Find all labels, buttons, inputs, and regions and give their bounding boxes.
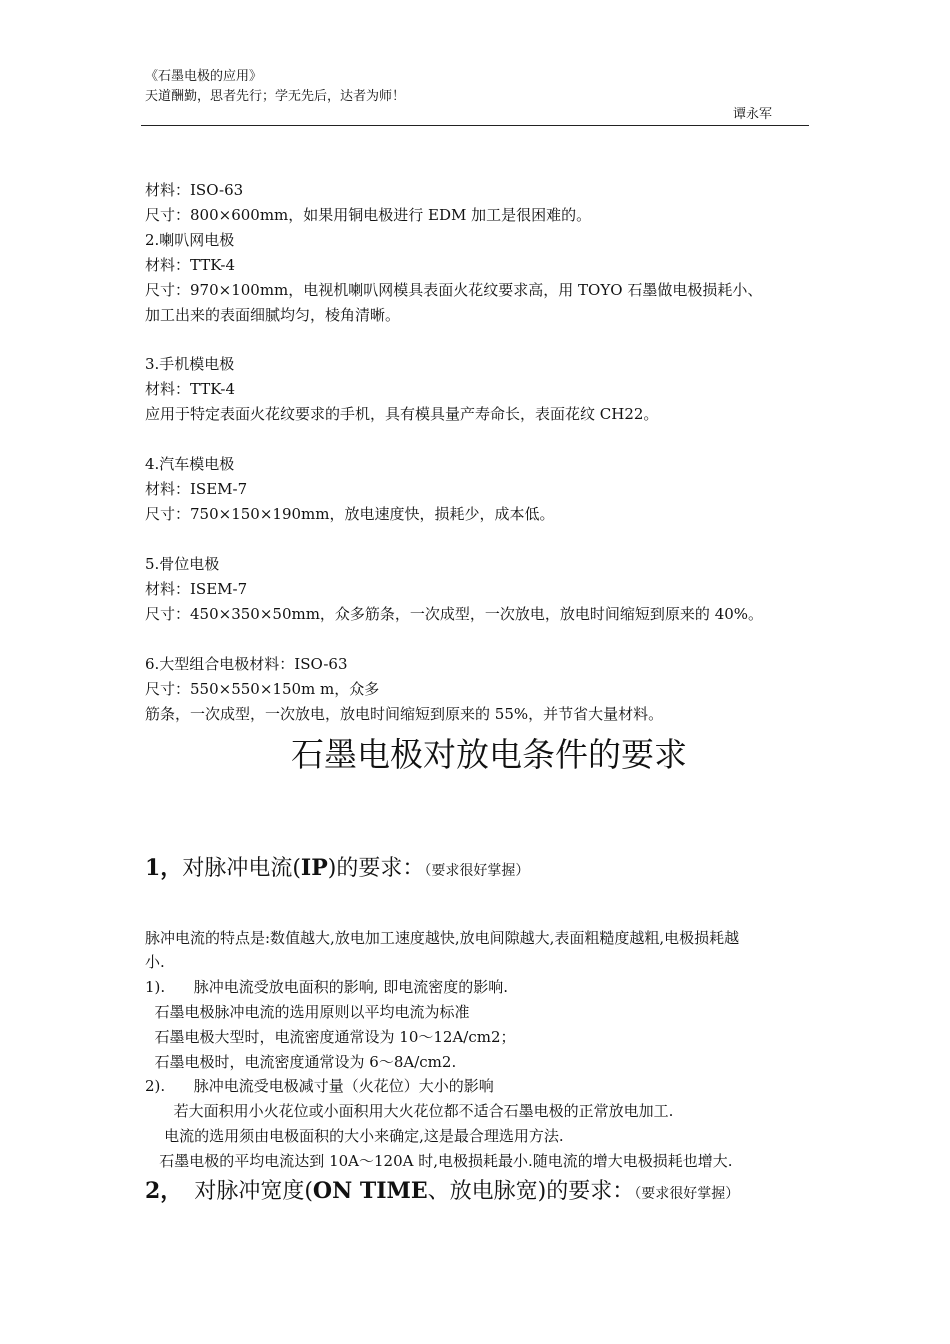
body-line: 6.大型组合电极材料：ISO-63 bbox=[145, 655, 348, 673]
body-line: 筋条，一次成型，一次放电，放电时间缩短到原来的 55%，并节省大量材料。 bbox=[145, 705, 664, 723]
section-2-number: 2， bbox=[145, 1178, 183, 1204]
body-line: 材料：TTK-4 bbox=[145, 256, 236, 274]
section-1-line: 1). 脉冲电流受放电面积的影响, 即电流密度的影响. bbox=[145, 978, 509, 996]
body-line: 3.手机模电极 bbox=[145, 355, 235, 373]
body-line: 加工出来的表面细腻均匀，棱角清晰。 bbox=[145, 306, 401, 324]
section-1-line: 石墨电极脉冲电流的选用原则以平均电流为标准 bbox=[145, 1003, 470, 1021]
section-1-bold: IP bbox=[300, 855, 328, 881]
body-line: 材料：ISEM-7 bbox=[145, 480, 248, 498]
header-doc-title: 《石墨电极的应用》 bbox=[145, 69, 263, 84]
body-line: 尺寸：550×550×150m m，众多 bbox=[145, 680, 380, 698]
section-1-number: 1， bbox=[145, 855, 183, 881]
section-2-bold: ON TIME bbox=[312, 1178, 428, 1204]
body-line: 尺寸：750×150×190mm，放电速度快，损耗少，成本低。 bbox=[145, 505, 555, 523]
header-rule bbox=[141, 125, 809, 126]
body-line: 尺寸：450×350×50mm，众多筋条，一次成型，一次放电，放电时间缩短到原来的 40%。 bbox=[145, 605, 764, 623]
body-line: 材料：TTK-4 bbox=[145, 380, 236, 398]
section-1-line: 2). 脉冲电流受电极减寸量（火花位）大小的影响 bbox=[145, 1077, 494, 1095]
section-1-heading bbox=[145, 852, 529, 887]
section-1-line: 石墨电极时，电流密度通常设为 6～8A/cm2. bbox=[145, 1053, 457, 1071]
section-1-line: 脉冲电流的特点是:数值越大,放电加工速度越快,放电间隙越大,表面粗糙度越粗,电极损耗越 bbox=[145, 929, 740, 947]
body-line: 尺寸：970×100mm，电视机喇叭网模具表面火花纹要求高，用 TOYO 石墨做电极损耗小、 bbox=[145, 281, 763, 299]
body-line: 5.骨位电极 bbox=[145, 555, 220, 573]
section-1-text: 对脉冲电流( bbox=[182, 856, 301, 881]
section-1-text-end: )的要求： bbox=[327, 856, 425, 881]
section-2-text-end: 、放电脉宽)的要求： bbox=[427, 1179, 635, 1204]
section-1-line: 石墨电极大型时，电流密度通常设为 10～12A/cm2； bbox=[145, 1028, 516, 1046]
body-line: 材料：ISO-63 bbox=[145, 181, 244, 199]
header-motto: 天道酬勤，思者先行；学无先后，达者为师！ bbox=[145, 89, 406, 104]
page-title: 石墨电极对放电条件的要求 bbox=[291, 735, 687, 774]
section-1-note: （要求很好掌握） bbox=[424, 863, 530, 879]
section-2-text: 对脉冲宽度( bbox=[194, 1179, 313, 1204]
section-2-note: （要求很好掌握） bbox=[634, 1186, 740, 1202]
section-1-line: 电流的选用须由电极面积的大小来确定,这是最合理选用方法. bbox=[145, 1127, 564, 1145]
body-line: 4.汽车模电极 bbox=[145, 455, 235, 473]
section-1-line: 石墨电极的平均电流达到 10A～120A 时,电极损耗最小.随电流的增大电极损耗也增大. bbox=[145, 1152, 733, 1170]
body-line: 应用于特定表面火花纹要求的手机，具有模具量产寿命长，表面花纹 CH22。 bbox=[145, 405, 659, 423]
header-author: 谭永军 bbox=[733, 107, 773, 122]
section-1-line: 小. bbox=[145, 953, 165, 971]
section-1-line: 若大面积用小火花位或小面积用大火花位都不适合石墨电极的正常放电加工. bbox=[145, 1102, 674, 1120]
body-line: 材料：ISEM-7 bbox=[145, 580, 248, 598]
section-2-heading bbox=[145, 1175, 739, 1210]
body-line: 尺寸：800×600mm，如果用铜电极进行 EDM 加工是很困难的。 bbox=[145, 206, 592, 224]
body-line: 2.喇叭网电极 bbox=[145, 231, 235, 249]
